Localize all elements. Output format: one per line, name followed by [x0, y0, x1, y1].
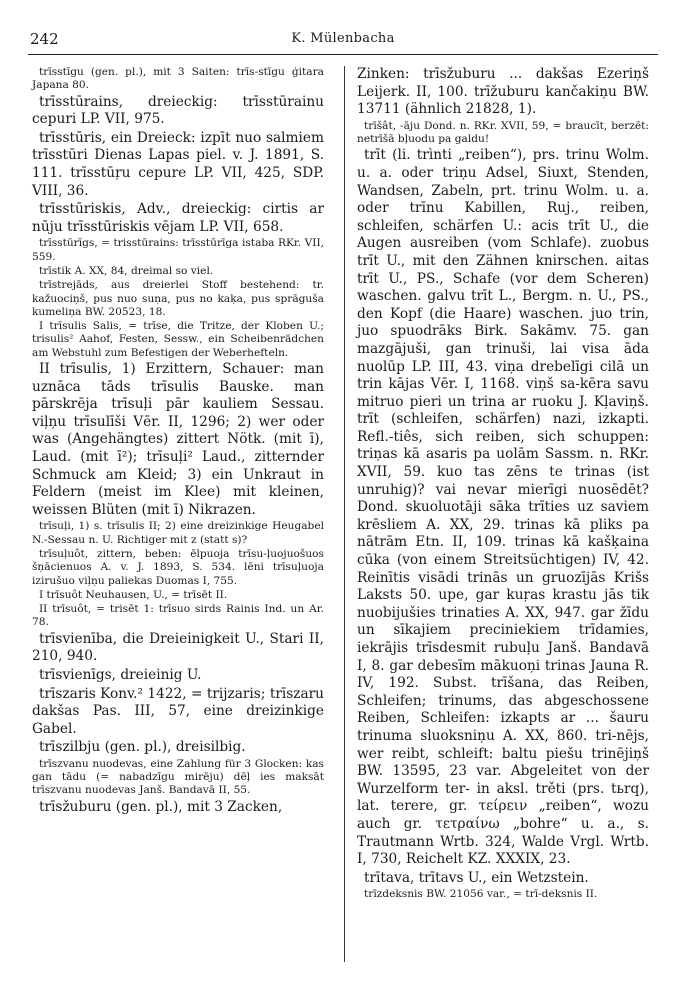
dictionary-entry: trīsvienība, die Dreieinigkeit U., Stari II, 210, 940. — [32, 630, 324, 665]
dictionary-entry: trīsstūrains, dreieckig: trīsstūrainu cepuri LP. VII, 975. — [32, 93, 324, 128]
dictionary-entry: trīšât, -āju Dond. n. RKr. XVII, 59, = braucīt, berzēt: netrīšā bļuodu pa galdu! — [357, 119, 649, 146]
dictionary-entry: trīstik A. XX, 84, dreimal so viel. — [39, 264, 214, 277]
dictionary-entry: I trīsuôt Neuhausen, U., = trīsēt II. — [39, 588, 228, 601]
dictionary-entry: Zinken: trīsžuburu ... dakšas Ezeriņš Leijerk. II, 100. trīžuburu kančakiņu BW. 13711 (ähnlich 21828, 1). — [357, 66, 649, 118]
dictionary-entry: trīsstūriskis, Adv., dreieckig: cirtis ar nūju trīsstūriskis vējam LP. VII, 658. — [32, 201, 324, 235]
right-column — [357, 66, 649, 903]
page-number: 242 — [30, 30, 59, 48]
page-header — [28, 28, 658, 55]
dictionary-entry: trīsžuburu (gen. pl.), mit 3 Zacken, — [39, 798, 283, 815]
column-divider — [344, 66, 345, 962]
dictionary-entry: trīt (li. trìnti „reiben“), prs. trinu Wolm. u. a. oder triņu Adsel, Siuxt, Stenden, Wandsen, Zabeln, prt. trinu Wolm. u. a. oder trīnu Kabillen, Ruj., reiben, schleifen, schärfen U.: acis trīt U., die Augen ausreiben (vom Schlafe). zuobus trīt U., mit den Zähnen knirschen. aitas trīt U., PS., Schafe (vor dem Scheren) waschen. galvu trīt L., Bergm. n. U., PS., den Kopf (die Haare) waschen. juo trin, juo spuodrāks Birk. Sakāmv. 75. gan mazgājuši, gan trinuši, lai visa āda nuolūp LP. III, 43. viņa drebelīgi cilā un trin kājas Vēr. I, 1168. viņš sa-kēra savu mitruo pieri un trina ar ruoku J. Kļaviņš. trīt (schleifen, schärfen) nazi, izkapti. Refl.-tiês, sich reiben, sich schuppen: triņas kā asaris pa uolām Sassm. n. RKr. XVII, 59. kuo tas zēns te trinas (ist unruhig)? vai nevar mierīgi nuosēdēt? Dond. skuoluotāji sāka trīties uz saviem krēsliem A. XX, 29. trinas kā pliks pa nātrām Etn. II, 109. trinas kā kašķaina cūka (von einem Streitsüchtigen) IV, 42. Reinītis visādi trinās un gruozījās Krišs Laksts 50. upe, gar kuŗas krastu jās tik nuobijušies trinaties A. XX, 947. gar žīdu un sīkajiem preciniekiem trīdamies, iekrājis trīsdesmit rubuļu Janš. Bandavā I, 8. gar debesīm mākuoņi trinas Jauna R. IV, 192. Subst. trīšana, das Reiben, Schleifen; trinums, das abgeschossene Reiben, Schleifen: izkapts ar ... šauru trinuma sluoksniņu A. XX, 860. tri-nējs, wer reibt, schleift: baltu piešu trinējiņš BW. 13595, 23 var. Abgeleitet von der Wurzelform ter- in aksl. trěti (prs. tьrq), lat. terere, gr. τείρειν „reiben“, wozu auch gr. τετραίνω „bohre“ u. a., s. Trautmann Wrtb. 324, Walde Vrgl. Wrtb. I, 730, Reichelt KZ. XXXIX, 23. — [357, 147, 649, 868]
dictionary-entry: trīszaris Konv.² 1422, = trijzaris; trīszaru dakšas Pas. III, 57, eine dreizinkige Gabel. — [32, 685, 324, 737]
dictionary-entry: II trīsulis, 1) Erzittern, Schauer: man uznāca tāds trīsulis Bauske. man pārskrēja trīsuļi pār kauliem Sessau. viļņu trīsulīši Vēr. II, 1296; 2) wer oder was (Angehängtes) zittert Nötk. (mit ī), Laud. (mit ī²); trīsuļi² Laud., zitternder Schmuck am Kleid; 3) ein Unkraut in Feldern (meist im Klee) mit kleinen, weissen Blüten (mit ī) Nikrazen. — [32, 361, 324, 518]
dictionary-entry: trīsuļi, 1) s. trīsulis II; 2) eine dreizinkige Heugabel N.-Sessau n. U. Richtiger mit z (statt s)? — [32, 520, 324, 546]
dictionary-entry: trīsuļuôt, zittern, beben: ēlpuoja trīsu-ļuojuošuos šņācienuos A. v. J. 1893, S. 534. lēni trīsuļuoja izirušuo viļņu paliekas Duomas I, 755. — [32, 547, 324, 587]
dictionary-entry: trīszvanu nuodevas, eine Zahlung für 3 Glocken: kas gan tādu (= nabadzīgu mirēju) dēļ ies maksāt trīszvanu nuodevas Janš. Bandavā II, 55. — [32, 757, 324, 797]
dictionary-entry: trītava, trītavs U., ein Wetzstein. — [364, 869, 589, 886]
dictionary-entry: I trīsulis Salis, = trīse, die Tritze, der Kloben U.; trisulis² Aahof, Festen, Sessw., ein Scheibenrädchen am Webstuhl zum Befestigen der Weberhefteln. — [32, 320, 324, 359]
dictionary-entry: trīszilbju (gen. pl.), dreisilbig. — [39, 739, 246, 756]
dictionary-entry: trīzdeksnis BW. 21056 var., = trī-deksnis II. — [364, 888, 598, 901]
left-column — [32, 66, 324, 817]
running-title: K. Mülenbacha — [291, 31, 395, 46]
dictionary-entry: trīsstūrīgs, = trisstūrains: trīsstūrīga istaba RKr. VII, 559. — [32, 237, 324, 263]
dictionary-entry: trīsstūris, ein Dreieck: izpīt nuo salmiem trīsstūri Dienas Lapas piel. v. J. 1891, S. 111. trīsstūŗu cepure LP. VII, 425, SDP. VIII, 36. — [32, 129, 324, 199]
dictionary-entry: II trīsuôt, = trisēt 1: trīsuo sirds Rainis Ind. un Ar. 78. — [32, 603, 324, 629]
dictionary-entry: trīsvienīgs, dreieinig U. — [39, 666, 202, 683]
dictionary-entry: trīsstīgu (gen. pl.), mit 3 Saiten: trīs-stīgu ģitara Japana 80. — [32, 66, 324, 92]
dictionary-entry: trīstrejāds, aus dreierlei Stoff bestehend: tr. kažuociņš, pus nuo suņa, pus no kaķa, pus sprāgušа kumeliņa BW. 20523, 18. — [32, 279, 324, 318]
